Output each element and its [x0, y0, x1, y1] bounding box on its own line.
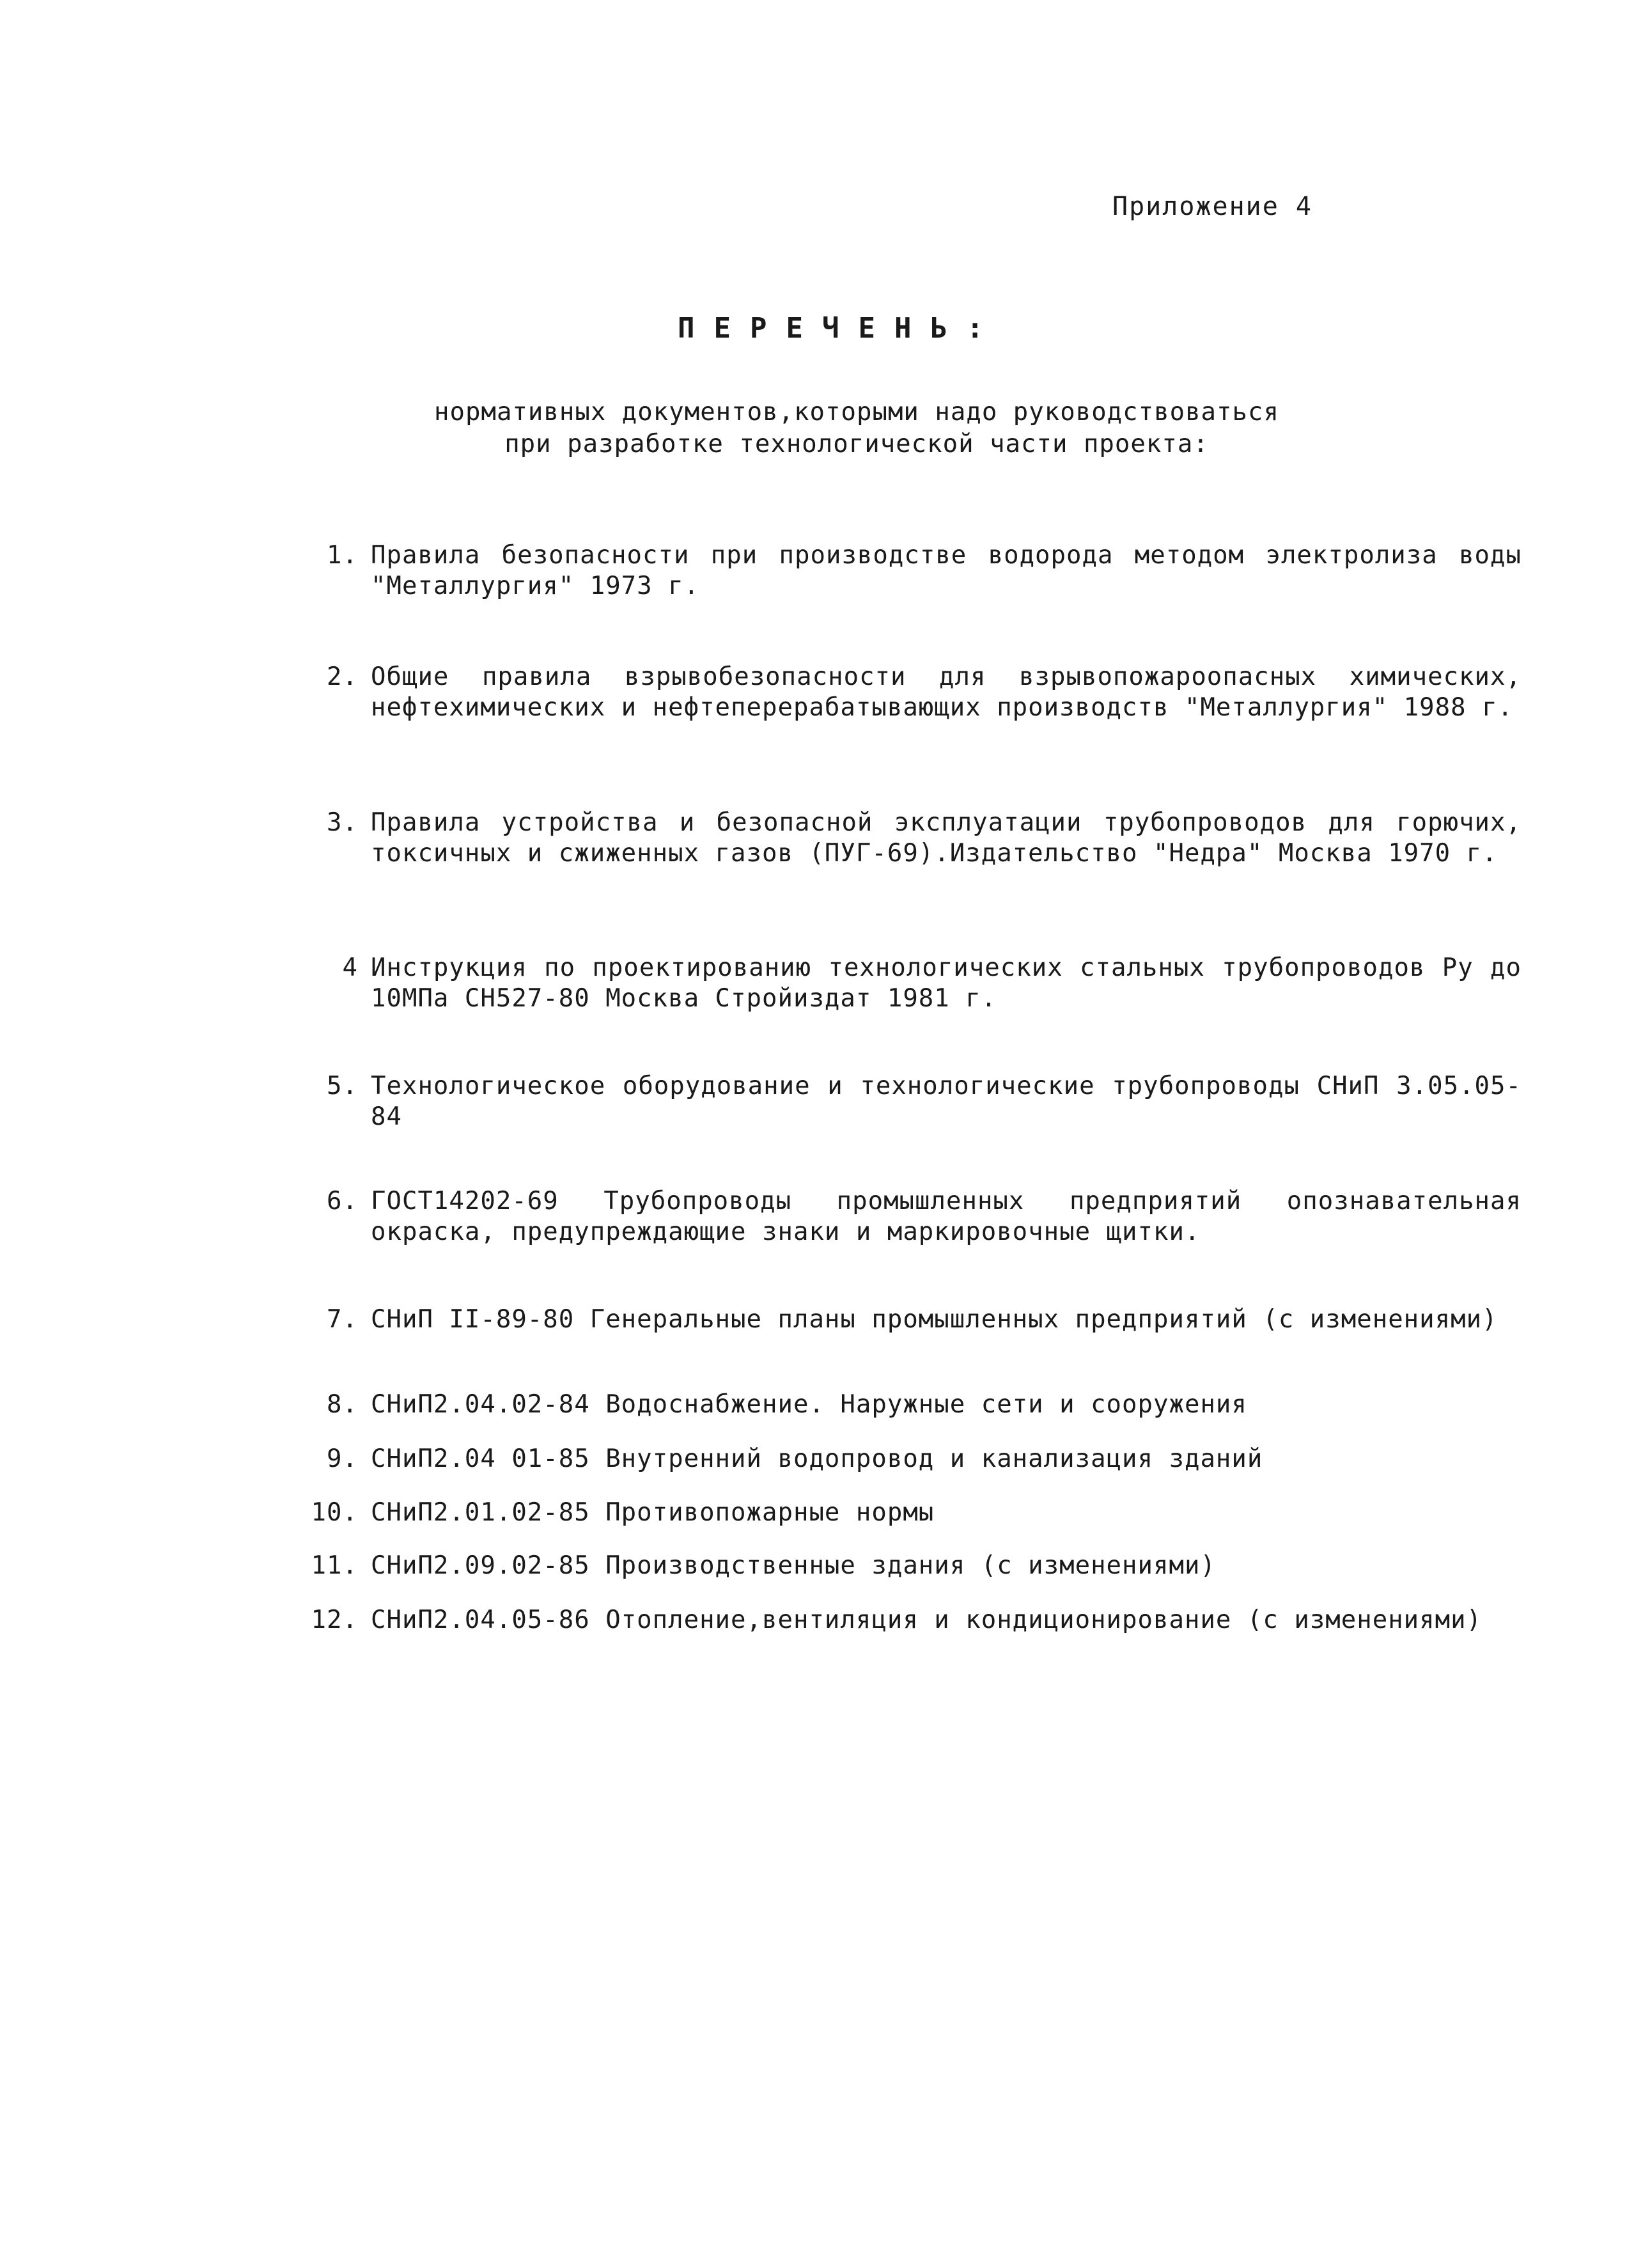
list-item-number: 8.	[327, 1390, 358, 1419]
list-item-number: 3.	[327, 808, 358, 837]
list-item-text: Правила устройства и безопасной эксплуатации трубопроводов для горючих, токсичных и сжиженных газов (ПУГ-69).Издательство "Недра" Москва 1970 г.	[371, 808, 1522, 868]
list-item-text: Инструкция по проектированию технологических стальных трубопроводов Ру до 10МПа СН527-80 Москва Стройиздат 1981 г.	[371, 953, 1522, 1013]
appendix-label: Приложение 4	[1112, 192, 1312, 221]
list-item-text: Технологическое оборудование и технологические трубопроводы СНиП 3.05.05-84	[371, 1072, 1522, 1131]
list-item-number: 11.	[311, 1551, 358, 1580]
list-item-text: СНиП2.04.02-84 Водоснабжение. Наружные сети и сооружения	[371, 1390, 1247, 1419]
list-item-text: ГОСТ14202-69 Трубопроводы промышленных предприятий опознавательная окраска, предупреждающие знаки и маркировочные щитки.	[371, 1187, 1522, 1246]
list-item-text: СНиП2.04 01-85 Внутренний водопровод и канализация зданий	[371, 1444, 1263, 1473]
list-item-number: 1.	[327, 541, 358, 570]
list-item-number: 6.	[327, 1187, 358, 1216]
list-item-text: СНиП II-89-80 Генеральные планы промышленных предприятий (с изменениями)	[371, 1305, 1498, 1334]
list-item-number: 9.	[327, 1444, 358, 1473]
list-item-number: 7.	[327, 1305, 358, 1334]
list-item-number: 12.	[311, 1606, 358, 1634]
list-item-text: Правила безопасности при производстве водорода методом электролиза воды "Металлургия" 1973 г.	[371, 541, 1522, 600]
document-subtitle: нормативных документов,которыми надо руководствоваться при разработке технологической части проекта:	[434, 398, 1279, 458]
document-title: ПЕРЕЧЕНЬ:	[678, 312, 1003, 345]
list-item-text: Общие правила взрывобезопасности для взрывопожароопасных химических, нефтехимических и нефтеперерабатывающих производств "Металлургия" 1988 г.	[371, 662, 1522, 722]
list-item-number: 10.	[311, 1498, 358, 1527]
list-item-text: СНиП2.09.02-85 Производственные здания (с изменениями)	[371, 1551, 1216, 1580]
list-item-text: СНиП2.01.02-85 Противопожарные нормы	[371, 1498, 935, 1527]
list-item-number: 5.	[327, 1072, 358, 1100]
list-item-number: 2.	[327, 662, 358, 691]
list-item-number: 4	[342, 953, 358, 982]
list-item-text: СНиП2.04.05-86 Отопление,вентиляция и кондиционирование (с изменениями)	[371, 1606, 1483, 1634]
